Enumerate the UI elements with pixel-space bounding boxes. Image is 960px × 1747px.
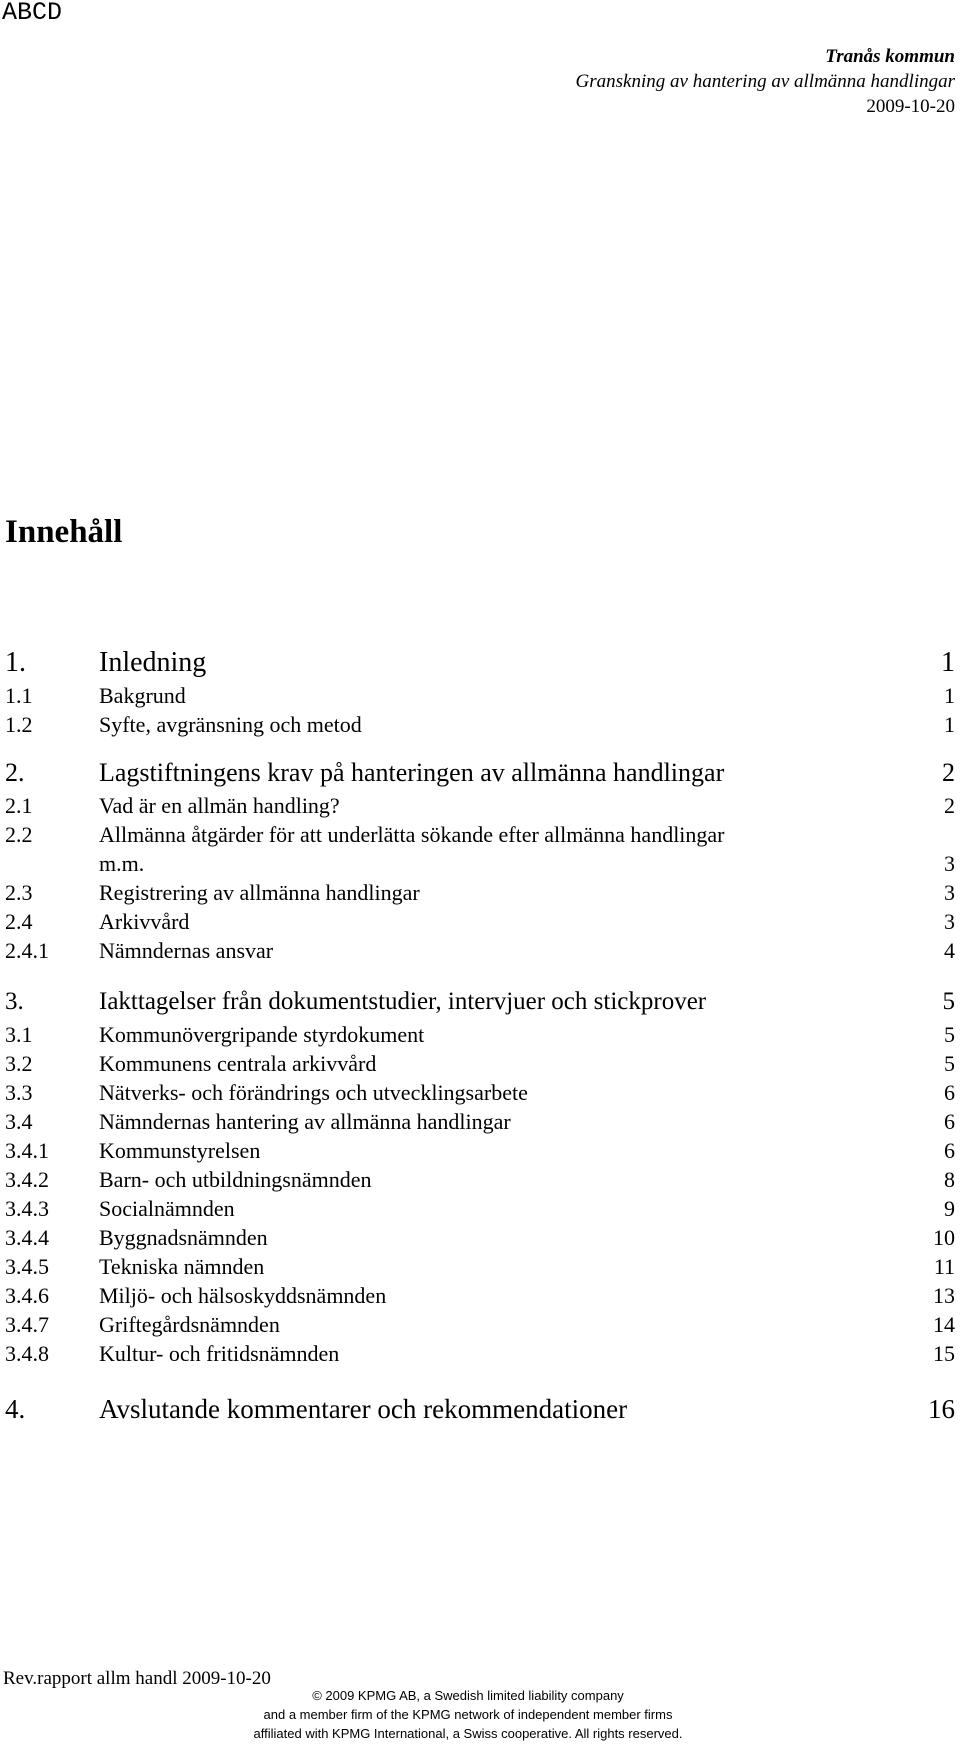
footer-copyright: [238, 1686, 698, 1743]
toc-entry-number: 3.4.1: [5, 1138, 49, 1163]
header-date: 2009-10-20: [866, 96, 955, 117]
toc-entry-page: 3: [944, 851, 955, 876]
toc-entry-number: 4.: [5, 1394, 26, 1424]
toc-entry-label: Miljö- och hälsoskyddsnämnden: [99, 1283, 387, 1308]
toc-entry-number: 1.1: [5, 683, 33, 708]
document-tag: ABCD: [2, 0, 63, 27]
toc-entry-label: Griftegårdsnämnden: [99, 1312, 280, 1337]
header-subtitle: Granskning av hantering av allmänna handlingar: [575, 71, 955, 92]
toc-entry-page: 1: [941, 647, 955, 678]
toc-entry-label: Kommunens centrala arkivvård: [99, 1051, 377, 1076]
toc-entry-page: 3: [944, 880, 955, 905]
toc-entry-number: 3.4: [5, 1109, 33, 1134]
toc-entry-page: 6: [944, 1138, 955, 1163]
toc-entry-number: 3.2: [5, 1051, 33, 1076]
toc-entry-label: Nätverks- och förändrings och utvecklingsarbete: [99, 1080, 528, 1105]
toc-entry-label: Socialnämnden: [99, 1196, 235, 1221]
page-header: [255, 44, 955, 119]
toc-entry-number: 3.1: [5, 1022, 33, 1047]
toc-entry-number: 2.4.1: [5, 938, 49, 963]
toc-entry-page: 14: [933, 1312, 955, 1337]
toc-entry-label: Syfte, avgränsning och metod: [99, 712, 362, 737]
toc-entry-number: 3.4.6: [5, 1283, 49, 1308]
toc-entry-label: Kommunstyrelsen: [99, 1138, 261, 1163]
toc-entry-page: 10: [933, 1225, 955, 1250]
toc-entry-number: 3.4.7: [5, 1312, 49, 1337]
header-organization: Tranås kommun: [825, 46, 955, 67]
toc-entry-page: 6: [944, 1109, 955, 1134]
toc-entry-label: Inledning: [99, 647, 207, 678]
toc-entry-page: 5: [944, 1022, 955, 1047]
toc-entry-page: 1: [944, 683, 955, 708]
toc-entry-number: 3.4.3: [5, 1196, 49, 1221]
toc-entry-label: Nämndernas hantering av allmänna handlingar: [99, 1109, 511, 1134]
toc-entry-label: Kommunövergripande styrdokument: [99, 1022, 425, 1047]
toc-entry-number: 2.3: [5, 880, 33, 905]
toc-entry-page: 4: [944, 938, 955, 963]
toc-entry-label: Lagstiftningens krav på hanteringen av allmänna handlingar: [99, 758, 725, 787]
toc-entry-number: 3.4.2: [5, 1167, 49, 1192]
toc-entry-label: Arkivvård: [99, 909, 190, 934]
toc-entry-page: 2: [944, 793, 955, 818]
toc-entry-number: 2.1: [5, 793, 33, 818]
toc-title: Innehåll: [5, 514, 123, 550]
toc-entry-page: 5: [944, 1051, 955, 1076]
toc-entry-page: 6: [944, 1080, 955, 1105]
toc-entry-number: 2.2: [5, 822, 33, 847]
toc-entry-page: 9: [944, 1196, 955, 1221]
footer-copyright-line: and a member firm of the KPMG network of independent member firms: [263, 1707, 673, 1722]
toc-entry-label: Kultur- och fritidsnämnden: [99, 1341, 340, 1366]
toc-entry-page: 11: [933, 1254, 955, 1279]
toc-entry-page: 16: [928, 1394, 955, 1424]
toc-entry-number: 3.4.5: [5, 1254, 49, 1279]
toc-entry-label: Tekniska nämnden: [99, 1254, 265, 1279]
toc-entry-label-continued: m.m.: [99, 851, 145, 876]
toc-entry-label: Iakttagelser från dokumentstudier, intervjuer och stickprover: [99, 988, 707, 1015]
toc-entry-label: Registrering av allmänna handlingar: [99, 880, 420, 905]
toc-entry-number: 3.4.8: [5, 1341, 49, 1366]
toc-entry-page: 15: [933, 1341, 955, 1366]
toc-entry-number: 3.: [5, 988, 24, 1015]
toc-entry-page: 2: [942, 758, 955, 787]
toc-entry-page: 13: [933, 1283, 955, 1308]
toc-entry-number: 1.: [5, 647, 26, 678]
toc-entry-number: 2.4: [5, 909, 33, 934]
toc-entry-label: Vad är en allmän handling?: [99, 793, 340, 818]
toc-entry-number: 1.2: [5, 712, 33, 737]
toc-entry-label: Bakgrund: [99, 683, 186, 708]
toc-entry-page: 3: [944, 909, 955, 934]
toc-entry-page: 5: [942, 988, 955, 1015]
toc-entry-label: Barn- och utbildningsnämnden: [99, 1167, 372, 1192]
toc-entry-label: Byggnadsnämnden: [99, 1225, 268, 1250]
toc-entry-label: Avslutande kommentarer och rekommendationer: [99, 1394, 628, 1424]
toc-entry-number: 2.: [5, 758, 25, 787]
toc-entry-page: 8: [944, 1167, 955, 1192]
toc-entry-label: Allmänna åtgärder för att underlätta sökande efter allmänna handlingar: [99, 822, 725, 847]
footer-copyright-line: © 2009 KPMG AB, a Swedish limited liability company: [312, 1688, 624, 1703]
footer-copyright-line: affiliated with KPMG International, a Swiss cooperative. All rights reserved.: [253, 1726, 683, 1741]
toc-entry-label: Nämndernas ansvar: [99, 938, 274, 963]
footer-document-ref: Rev.rapport allm handl 2009-10-20: [3, 1668, 271, 1689]
toc-entry-page: 1: [944, 712, 955, 737]
toc-entry-number: 3.4.4: [5, 1225, 49, 1250]
toc-entry-number: 3.3: [5, 1080, 33, 1105]
